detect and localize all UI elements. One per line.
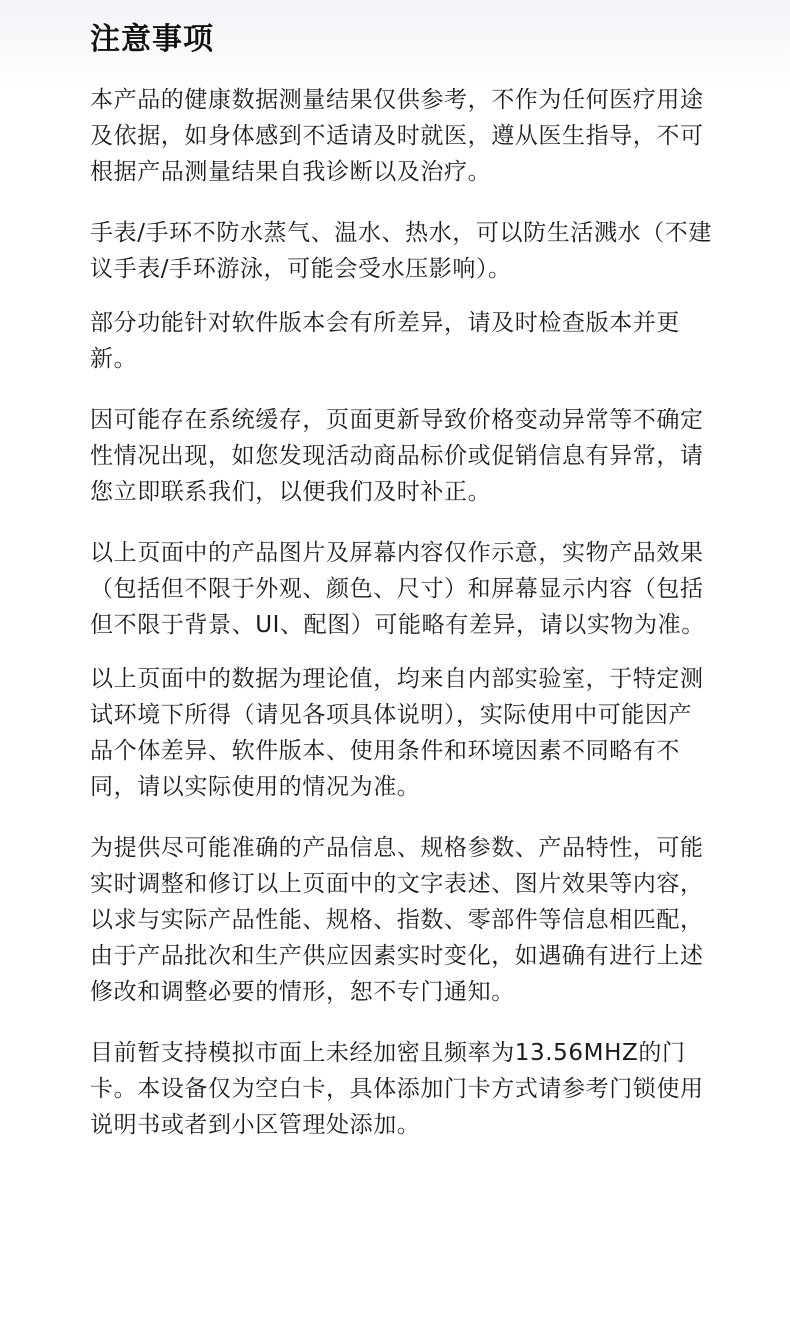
notice-paragraph-price-cache: 因可能存在系统缓存，页面更新导致价格变动异常等不确定性情况出现，如您发现活动商品标价或促销信息有异常，请您立即联系我们，以便我们及时补正。 xyxy=(90,407,704,505)
notice-content xyxy=(90,18,715,1143)
notice-paragraph-waterproof: 手表/手环不防水蒸气、温水、热水，可以防生活溅水（不建议手表/手环游泳，可能会受水压影响）。 xyxy=(90,220,712,282)
notice-paragraph-door-card: 目前暂支持模拟市面上未经加密且频率为13.56MHZ的门卡。本设备仅为空白卡，具体添加门卡方式请参考门锁使用说明书或者到小区管理处添加。 xyxy=(90,1040,704,1138)
notice-paragraph-software-version: 部分功能针对软件版本会有所差异，请及时检查版本并更新。 xyxy=(90,310,680,372)
notice-paragraph-health-data: 本产品的健康数据测量结果仅供参考，不作为任何医疗用途及依据，如身体感到不适请及时就医，遵从医生指导，不可根据产品测量结果自我诊断以及治疗。 xyxy=(90,87,704,185)
notice-paragraph-content-revision: 为提供尽可能准确的产品信息、规格参数、产品特性，可能实时调整和修订以上页面中的文字表述、图片效果等内容，以求与实际产品性能、规格、指数、零部件等信息相匹配，由于产品批次和生产供应因素实时变化，如遇确有进行上述修改和调整必要的情形，恕不专门通知。 xyxy=(90,835,704,1005)
notice-title: 注意事项 xyxy=(90,22,214,57)
notice-paragraph-theoretical-data: 以上页面中的数据为理论值，均来自内部实验室，于特定测试环境下所得（请见各项具体说明），实际使用中可能因产品个体差异、软件版本、使用条件和环境因素不同略有不同，请以实际使用的情况为准。 xyxy=(90,666,704,800)
notice-paragraph-product-images: 以上页面中的产品图片及屏幕内容仅作示意，实物产品效果（包括但不限于外观、颜色、尺寸）和屏幕显示内容（包括但不限于背景、UI、配图）可能略有差异，请以实物为准。 xyxy=(90,540,705,638)
